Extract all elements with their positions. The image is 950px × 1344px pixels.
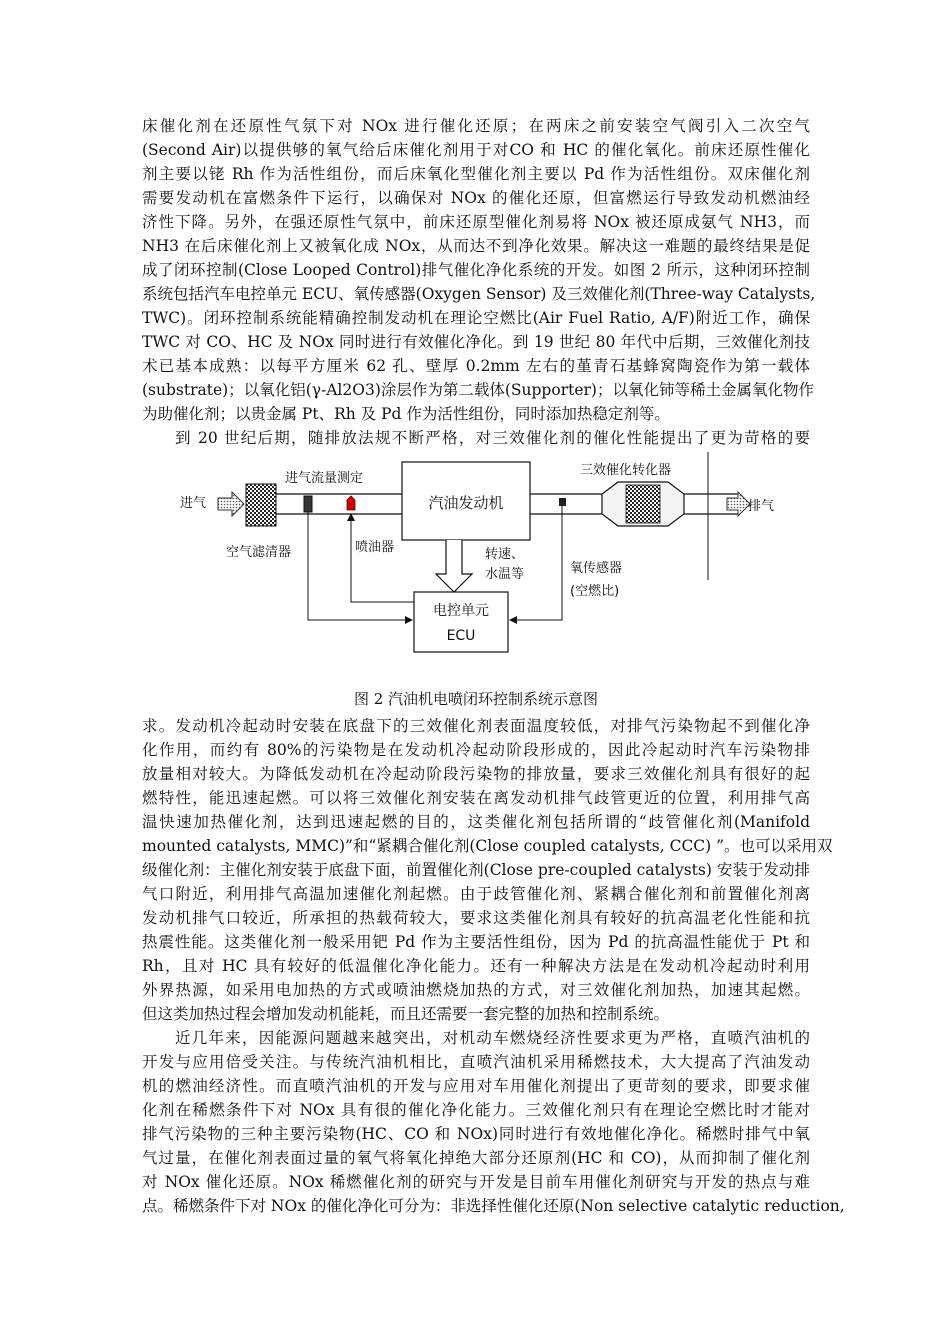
oxygen-sensor-label: 氧传感器 [570,561,623,576]
text-line: NH3 在后床催化剂上又被氧化成 NOx，从而达不到净化效果。解决这一难题的最终结果是促 [142,237,810,255]
injector-icon [347,496,355,510]
closed-loop-system-diagram [142,452,810,684]
catalytic-converter-label: 三效催化转化器 [580,463,672,478]
text-line: 开发与应用倍受关注。与传统汽油机相比，直喷汽油机采用稀燃技术，大大提高了汽油发动 [142,1053,810,1071]
ecu-label-1: 电控单元 [433,603,489,619]
text-line: (substrate)；以氧化铝(γ-Al2O3)涂层作为第二载体(Supporter)；以氧化铈等稀土金属氧化物作 [142,381,814,399]
text-line: 需要发动机在富燃条件下运行，以确保对 NOx 的催化还原，但富燃运行导致发动机燃油经 [142,189,810,207]
text-line: 近几年来，因能源问题越来越突出，对机动车燃烧经济性要求更为严格，直喷汽油机的 [175,1029,810,1047]
text-line: 为助催化剂；以贵金属 Pt、Rh 及 Pd 作为活性组份，同时添加热稳定剂等。 [142,405,670,423]
engine-label: 汽油发动机 [428,494,504,512]
text-line: 求。发动机冷起动时安装在底盘下的三效催化剂表面温度较低，对排气污染物起不到催化净 [142,717,810,735]
speed-temp-label-2: 水温等 [485,567,525,582]
text-line: TWC)。闭环控制系统能精确控制发动机在理论空燃比(Air Fuel Ratio, A/F)附近工作，确保 [142,309,810,327]
text-line: 气过量，在催化剂表面过量的氧气将氧化掉绝大部分还原剂(HC 和 CO)，从而抑制了催化剂 [142,1149,810,1167]
air-filter-label: 空气滤清器 [226,545,292,560]
text-line: 到 20 世纪后期，随排放法规不断严格，对三效催化剂的催化性能提出了更为苛格的要 [175,429,810,447]
text-line: 外界热源，如采用电加热的方式或喷油燃烧加热的方式，对三效催化剂加热，加速其起燃。 [142,981,810,999]
text-line: 剂主要以铑 Rh 作为活性组份，而后床氧化型催化剂主要以 Pd 作为活性组份。双床催化剂 [142,165,810,183]
text-line: 热震性能。这类催化剂一般采用钯 Pd 作为主要活性组份，因为 Pd 的抗高温性能优于 Pt 和 [142,933,810,951]
flow-sensor-icon [304,496,312,512]
text-line: (Second Air)以提供够的氧气给后床催化剂用于对CO 和 HC 的催化氧化。前床还原性催化 [142,141,810,159]
text-line: 气口附近，利用排气高温加速催化剂起燃。由于歧管催化剂、紧耦合催化剂和前置催化剂离 [142,885,810,903]
paragraph-3 [142,1026,845,1218]
flow-measure-label: 进气流量测定 [285,471,364,486]
exhaust-arrow-icon [727,492,750,516]
text-line: 点。稀燃条件下对 NOx 的催化净化可分为：非选择性催化还原(Non selective catalytic reduction, [142,1197,845,1215]
text-line: 排气污染物的三种主要污染物(HC、CO 和 NOx)同时进行有效地催化净化。稀燃时排气中氧 [142,1125,810,1143]
oxygen-sensor-icon [559,498,566,506]
air-fuel-label: (空燃比) [570,584,620,599]
document-page [142,114,845,1218]
text-line: Rh，且对 HC 具有较好的低温催化净化能力。还有一种解决方法是在发动机冷起动时利用 [142,957,810,975]
injector-label: 喷油器 [355,540,395,555]
text-line: 机的燃油经济性。而直喷汽油机的开发与应用对车用催化剂提出了更苛刻的要求，即要求催 [142,1077,810,1095]
text-line: mounted catalysts, MMC)”和“紧耦合催化剂(Close coupled catalysts, CCC) ”。也可以采用双 [142,837,833,855]
text-line: 燃特性，能迅速起燃。可以将三效催化剂安装在离发动机排气歧管更近的位置，利用排气高 [142,789,810,807]
text-line: 放量相对较大。为降低发动机在冷起动阶段污染物的排放量，要求三效催化剂具有很好的起 [142,765,810,783]
air-filter-icon [246,484,276,526]
text-line: 温快速加热催化剂，达到迅速起燃的目的，这类催化剂包括所谓的“歧管催化剂(Manifold [142,813,810,831]
figure-2-diagram [142,452,810,684]
text-line: 发动机排气口较近，所承担的热载荷较大，要求这类催化剂具有较好的抗高温老化性能和抗 [142,909,810,927]
exhaust-label: 排气 [748,499,775,514]
text-line: 术已基本成熟：以每平方厘米 62 孔、壁厚 0.2mm 左右的堇青石基蜂窝陶瓷作为第一载体 [142,357,810,375]
text-line: 床催化剂在还原性气氛下对 NOx 进行催化还原；在两床之前安装空气阀引入二次空气 [142,117,810,135]
speed-temp-label-1: 转速、 [485,547,525,562]
paragraph-2 [142,714,833,1026]
text-line: 化剂在稀燃条件下对 NOx 具有很的催化净化能力。三效催化剂只有在理论空燃比时才能对 [142,1101,810,1119]
engine-to-ecu-arrow-icon [436,540,472,592]
text-line: 对 NOx 催化还原。NOx 稀燃催化剂的研究与开发是目前车用催化剂研究与开发的热点与难 [142,1173,810,1191]
text-line: TWC 对 CO、HC 及 NOx 同时进行有效催化净化。到 19 世纪 80 年代中后期，三效催化剂技 [142,333,810,351]
paragraph-1 [142,114,816,450]
text-line: 济性下降。另外，在强还原性气氛中，前床还原型催化剂易将 NOx 被还原成氨气 NH3，而 [142,213,810,231]
intake-label: 进气 [180,496,207,511]
text-line: 但这类加热过程会增加发动机能耗，而且还需要一套完整的加热和控制系统。 [142,1005,670,1023]
text-line: 成了闭环控制(Close Looped Control)排气催化净化系统的开发。如图 2 所示，这种闭环控制 [142,261,810,279]
intake-arrow-icon [218,492,244,516]
text-line: 级催化剂：主催化剂安装于底盘下面，前置催化剂(Close pre-coupled catalysts) 安装于发动排 [142,861,810,879]
text-line: 化作用，而约有 80%的污染物是在发动机冷起动阶段形成的，因此冷起动时汽车污染物排 [142,741,810,759]
figure-caption: 图 2 汽油机电喷闭环控制系统示意图 [353,690,599,708]
ecu-label-2: ECU [446,628,476,644]
text-line: 系统包括汽车电控单元 ECU、氧传感器(Oxygen Sensor) 及三效催化剂(Three-way Catalysts, [142,285,816,303]
